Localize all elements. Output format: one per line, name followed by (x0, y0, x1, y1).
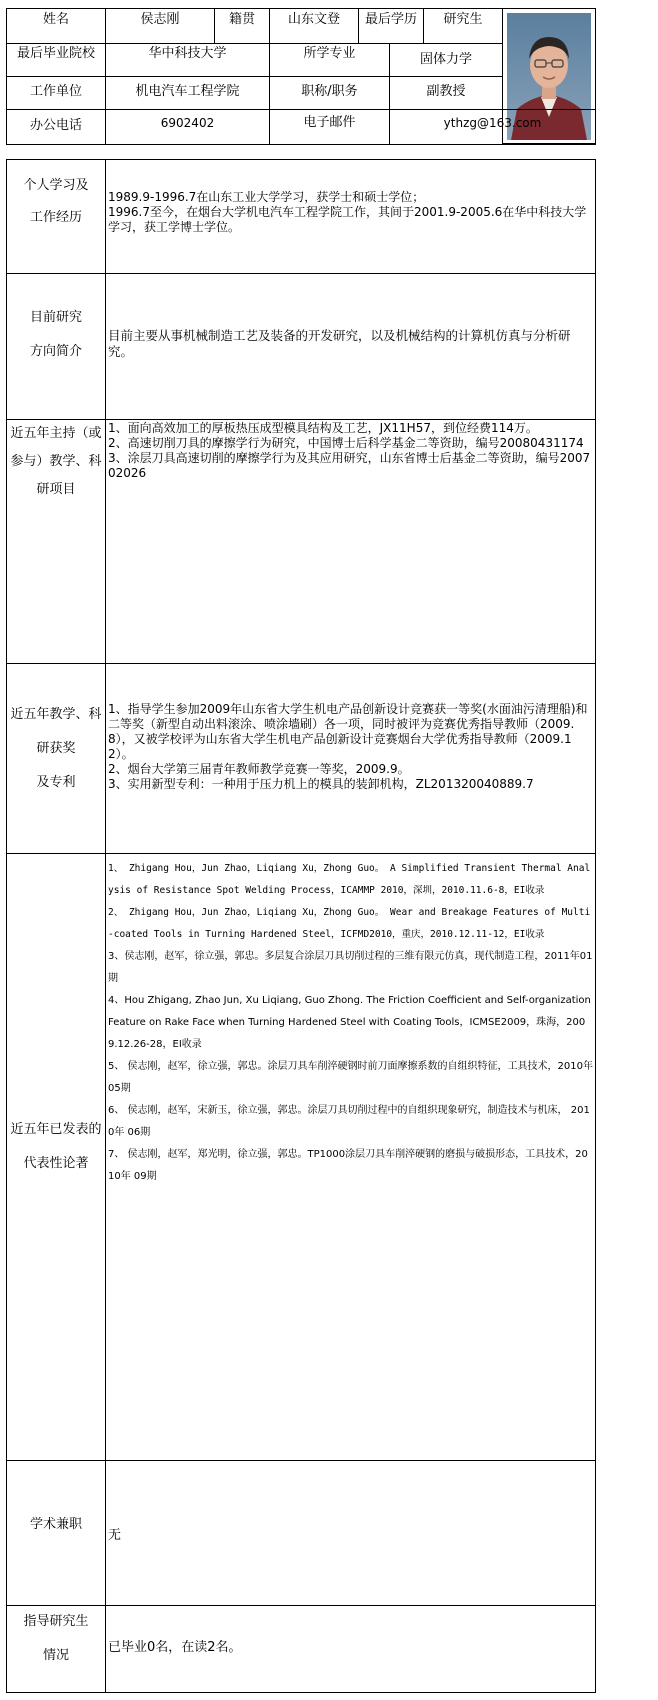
projects-list (108, 421, 594, 481)
org-label: 工作单位 (29, 84, 82, 99)
awards-label: 近五年教学、科 研获奖 及专利 (10, 707, 102, 790)
title-label: 职称/职务 (301, 84, 358, 99)
degree-value: 研究生 (443, 12, 483, 27)
email-value: ythzg@163.com (443, 116, 542, 130)
academic-content: 无 (108, 1528, 122, 1543)
degree-label: 最后学历 (364, 12, 417, 27)
origin-label: 籍贯 (228, 12, 255, 27)
education-content: 1989.9-1996.7在山东工业大学学习，获学士和硕士学位； 1996.7至今，在烟台大学机电汽车工程学院工作，其间于2001.9-2005.6在华中科技大学学习，获工学博士学位。 (108, 190, 587, 234)
publication-item: 1、 Zhigang Hou，Jun Zhao，Liqiang Xu，Zhong Guo。 A Simplified Transient Thermal Analysis of Resistance Spot Welding Process，ICAMMP 2010，深圳，2010.11.6-8，EI收录 (108, 863, 591, 896)
school-label: 最后毕业院校 (16, 46, 95, 61)
school-value: 华中科技大学 (148, 46, 227, 61)
supervision-content: 已毕业0名，在读2名。 (108, 1640, 242, 1655)
projects-label: 近五年主持（或 参与）教学、科 研项目 (10, 426, 102, 497)
publications-list (108, 858, 594, 1188)
publication-item: 6、 侯志刚，赵军，宋新玉，徐立强，郭忠。涂层刀具切削过程中的自组织现象研究，制造技术与机床， 2010年 06期 (108, 1105, 590, 1138)
origin-value: 山东文登 (287, 12, 340, 27)
research-label: 目前研究 方向简介 (29, 310, 82, 359)
phone-value: 6902402 (160, 116, 215, 130)
award-item: 3、实用新型专利：一种用于压力机上的模具的装卸机构，ZL201320040889.7 (108, 777, 534, 791)
name-label: 姓名 (42, 12, 69, 27)
major-label: 所学专业 (303, 46, 356, 61)
phone-label: 办公电话 (29, 118, 82, 133)
publications-label: 近五年已发表的 代表性论著 (10, 1122, 102, 1171)
academic-content-cell (105, 1460, 596, 1606)
publication-item: 5、 侯志刚，赵军，徐立强，郭忠。涂层刀具车削淬硬钢时前刀面摩擦系数的自组织特征，工具技术，2010年 05期 (108, 1061, 593, 1094)
research-content: 目前主要从事机械制造工艺及装备的开发研究，以及机械结构的计算机仿真与分析研究。 (108, 328, 571, 359)
education-label: 个人学习及 工作经历 (23, 178, 89, 225)
supervision-label: 指导研究生 情况 (23, 1614, 89, 1663)
project-item: 3、涂层刀具高速切削的摩擦学行为及其应用研究，山东省博士后基金二等资助，编号200702026 (108, 451, 591, 480)
publication-item: 2、 Zhigang Hou，Jun Zhao，Liqiang Xu，Zhong Guo。 Wear and Breakage Features of Multi-coated Tools in Turning Hardened Steel，ICFMD2010，重庆，2010.12.11-12，EI收录 (108, 907, 591, 940)
academic-label-cell (6, 1460, 106, 1606)
awards-list (108, 702, 594, 792)
award-item: 2、烟台大学第三届青年教师教学竞赛一等奖，2009.9。 (108, 762, 410, 776)
academic-label: 学术兼职 (29, 1517, 82, 1532)
project-item: 2、高速切削刀具的摩擦学行为研究，中国博士后科学基金二等资助，编号20080431174 (108, 436, 584, 450)
publication-item: 4、Hou Zhigang, Zhao Jun, Xu Liqiang, Guo Zhong. The Friction Coefficient and Self-organization Feature on Rake Face when Turning Hardened Steel with Coating Tools，ICMSE2009，珠海，2009.12.26-28，EI收录 (108, 995, 591, 1050)
name-value: 侯志刚 (140, 12, 180, 27)
email-label: 电子邮件 (303, 115, 356, 130)
title-value: 副教授 (426, 84, 466, 99)
award-item: 1、指导学生参加2009年山东省大学生机电产品创新设计竞赛获一等奖(水面油污清理船)和二等奖（新型自动出料滚涂、喷涂墙刷）各一项，同时被评为竞赛优秀指导教师（2009.8），又被学校评为山东省大学生机电产品创新设计竞赛烟台大学优秀指导教师（2009.12）。 (108, 702, 588, 761)
major-value: 固体力学 (419, 52, 472, 67)
org-value: 机电汽车工程学院 (135, 84, 240, 99)
publication-item: 7、 侯志刚，赵军，郑光明，徐立强，郭忠。TP1000涂层刀具车削淬硬钢的磨损与破损形态，工具技术，2010年 09期 (108, 1149, 588, 1182)
publication-item: 3、侯志刚，赵军，徐立强，郭忠。多层复合涂层刀具切削过程的三维有限元仿真，现代制造工程，2011年01期 (108, 951, 593, 984)
project-item: 1、面向高效加工的厚板热压成型模具结构及工艺，JX11H57，到位经费114万。 (108, 421, 538, 435)
